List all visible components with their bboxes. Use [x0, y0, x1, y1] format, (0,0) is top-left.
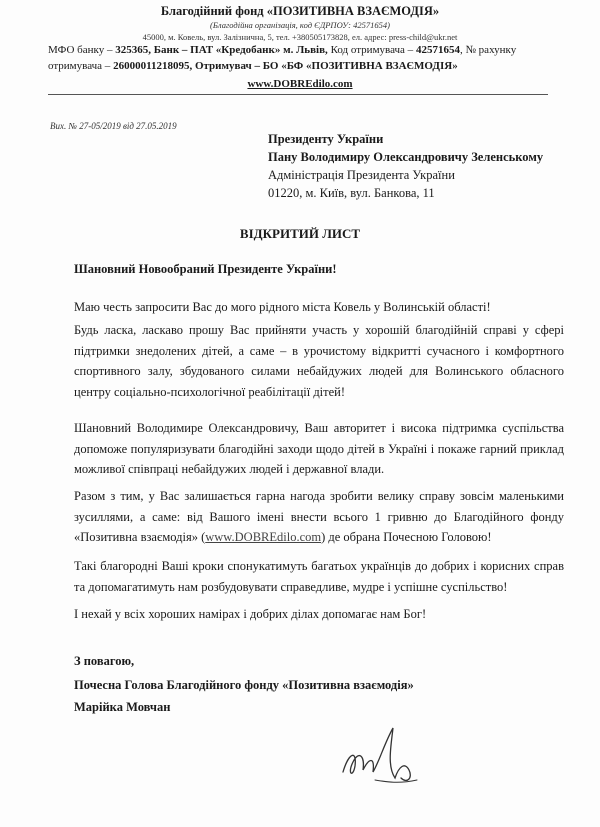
- signatory-position: Почесна Голова Благодійного фонду «Позитивна взаємодія»: [74, 678, 414, 692]
- org-registration: (Благодійна організація, код ЄДРПОУ: 42571654): [210, 20, 390, 30]
- paragraph-5: Такі благородні Ваші кроки спонукатимуть багатьох українців до добрих і корисних справ та допомагатимуть нам розбудовувати справедливе, мудре і успішне суспільство!: [74, 559, 564, 594]
- recipient-line-3: Адміністрація Президента України: [268, 168, 455, 182]
- account-label: , № рахунку: [459, 44, 517, 56]
- paragraph-4-website-link[interactable]: www.DOBREdilo.com: [205, 530, 322, 544]
- recipient-code-label: Код отримувача –: [327, 44, 416, 56]
- bank-mfo-value: 325365, Банк – ПАТ «Кредобанк» м. Львів,: [115, 44, 328, 56]
- signatory-name: Марійка Мовчан: [74, 700, 171, 714]
- paragraph-6: І нехай у всіх хороших намірах і добрих ділах допомагає нам Бог!: [74, 607, 427, 621]
- bank-mfo-label: МФО банку –: [48, 44, 116, 56]
- org-name: Благодійний фонд «ПОЗИТИВНА ВЗАЄМОДІЯ»: [160, 4, 440, 18]
- account-label-cont: отримувача –: [48, 60, 114, 72]
- paragraph-3: Шановний Володимире Олександровичу, Ваш авторитет і висока підтримка суспільства допоможе популяризувати благодійні заходи щодо дітей в Україні і покаже гарний приклад можливої співпраці небайдужих людей і державної влади.: [74, 421, 564, 476]
- closing-regards: З повагою,: [74, 654, 135, 668]
- recipient-line-2: Пану Володимиру Олександровичу Зеленському: [268, 150, 544, 164]
- org-address: 45000, м. Ковель, вул. Залізнична, 5, тел. +380505173828, ел. адрес: press-child@ukr.net: [142, 32, 458, 42]
- outgoing-number: Вих. № 27-05/2019 від 27.05.2019: [50, 121, 177, 131]
- handwritten-signature: [335, 722, 425, 792]
- letterhead-divider: [48, 94, 548, 95]
- bank-details-line-2: [48, 60, 458, 72]
- recipient-line-4: 01220, м. Київ, вул. Банкова, 11: [268, 186, 435, 200]
- paragraph-4-text-b: ) де обрана Почесною Головою!: [321, 530, 492, 544]
- paragraph-4: [74, 486, 564, 548]
- paragraph-4-text-a: Разом з тим, у Вас залишається гарна нагода зробити велику справу зовсім маленькими зусиллями, а саме: від Вашого імені внести всього 1 гривню до Благодійного фонду «Позитивна взаємодія» (: [74, 489, 564, 544]
- recipient-code-value: 42571654: [415, 44, 460, 56]
- paragraph-2: Будь ласка, ласкаво прошу Вас прийняти участь у хорошій благодійній справі у сфері підтримки знедолених дітей, а саме – в урочистому відкритті сучасного і комфортного спортивного залу, збудованого силами небайдужих людей для Волинського обласного центру соціально-психологічної реабілітації дітей!: [74, 323, 564, 399]
- org-website-link[interactable]: www.DOBREdilo.com: [247, 78, 353, 90]
- recipient-line-1: Президенту України: [268, 132, 384, 146]
- account-value: 26000011218095, Отримувач – БО «БФ «ПОЗИТИВНА ВЗАЄМОДІЯ»: [113, 60, 458, 72]
- letter-title: ВІДКРИТИЙ ЛИСТ: [239, 226, 361, 241]
- letter-greeting: Шановний Новообраний Президенте України!: [74, 262, 337, 276]
- bank-details-line-1: [48, 44, 516, 56]
- paragraph-1: Маю честь запросити Вас до мого рідного міста Ковель у Волинській області!: [74, 300, 491, 314]
